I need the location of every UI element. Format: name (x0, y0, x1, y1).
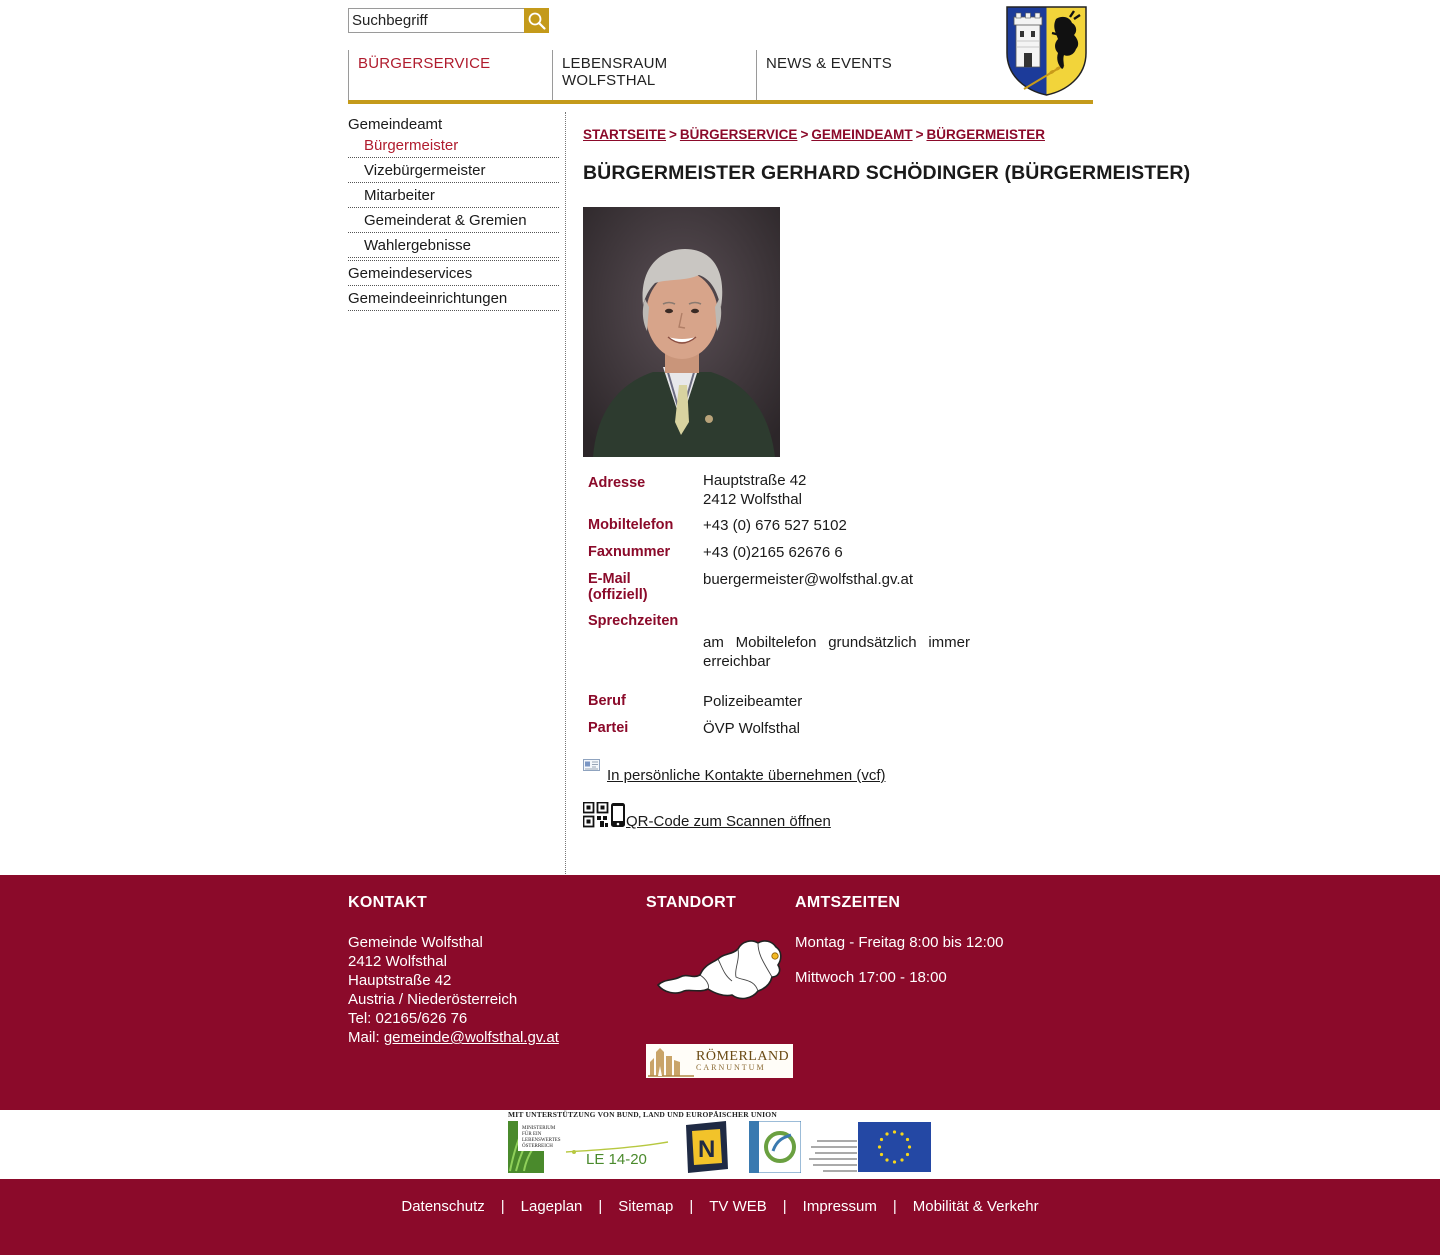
bottom-link-bar (0, 1179, 1440, 1255)
page-title: BÜRGERMEISTER GERHARD SCHÖDINGER (BÜRGERMEISTER) (583, 162, 1191, 184)
nav-news-events[interactable]: NEWS & EVENTS (756, 50, 960, 100)
info-value-party: ÖVP Wolfsthal (703, 720, 800, 737)
sidebar-item-gemeindeeinrichtungen[interactable]: Gemeindeeinrichtungen (348, 286, 559, 311)
eu-fund-text (805, 1138, 857, 1175)
header (348, 0, 1093, 104)
footer-amtszeiten-line: Montag - Freitag 8:00 bis 12:00 (795, 934, 1004, 951)
sidebar-submenu (348, 133, 559, 261)
ministerium-logo (508, 1121, 564, 1173)
breadcrumb-gemeindeamt[interactable]: GEMEINDEAMT (811, 127, 913, 142)
nav-buergerservice[interactable]: BÜRGERSERVICE (348, 50, 552, 100)
info-value-email: buergermeister@wolfsthal.gv.at (703, 571, 914, 588)
breadcrumb (583, 127, 1093, 142)
nav-lebensraum-wolfsthal[interactable]: LEBENSRAUM WOLFSTHAL (552, 50, 756, 100)
sidebar-item-gemeindeservices[interactable]: Gemeindeservices (348, 261, 559, 286)
breadcrumb-separator: > (915, 127, 924, 142)
eu-fund-text-lines (807, 1138, 857, 1172)
link-separator: | (598, 1198, 603, 1215)
footer-kontakt-line: Austria / Niederösterreich (348, 991, 518, 1008)
footer-mail-prefix: Mail: (348, 1029, 384, 1046)
footer-amtszeiten (795, 894, 1003, 987)
le-14-20-logo (564, 1140, 670, 1174)
bottom-links (0, 1198, 1440, 1215)
column-divider (565, 112, 566, 874)
footer-standort (646, 894, 784, 1009)
link-separator: | (500, 1198, 505, 1215)
link-datenschutz[interactable]: Datenschutz (401, 1198, 485, 1215)
eu-flag-logo (858, 1122, 931, 1172)
sidebar-item-mitarbeiter[interactable]: Mitarbeiter (348, 183, 559, 208)
niederoesterreich-logo (682, 1121, 730, 1173)
footer-amtszeiten-line: Mittwoch 17:00 - 18:00 (795, 969, 947, 986)
svg-text:ÖSTERREICH: ÖSTERREICH (522, 1144, 553, 1149)
info-value-address (698, 469, 975, 511)
link-separator: | (689, 1198, 694, 1215)
breadcrumb-buergerservice[interactable]: BÜRGERSERVICE (679, 127, 798, 142)
link-separator: | (782, 1198, 787, 1215)
footer-kontakt-line: Gemeinde Wolfsthal (348, 934, 483, 951)
link-lageplan[interactable]: Lageplan (520, 1198, 583, 1215)
link-sitemap[interactable]: Sitemap (618, 1198, 674, 1215)
svg-text:LEBENSWERTES: LEBENSWERTES (522, 1138, 561, 1143)
info-row-fax (583, 536, 975, 563)
contact-info-table (583, 469, 975, 739)
footer-amtszeiten-title: AMTSZEITEN (795, 894, 901, 911)
info-row-mobile (583, 511, 975, 536)
breadcrumb-separator: > (800, 127, 809, 142)
roemerland-text (696, 1050, 789, 1072)
sidebar-item-vizebuergermeister[interactable]: Vizebürgermeister (348, 158, 559, 183)
info-value-job: Polizeibeamter (703, 693, 803, 710)
footer-mail-link[interactable]: gemeinde@wolfsthal.gv.at (383, 1029, 559, 1046)
link-separator: | (892, 1198, 897, 1215)
footer-kontakt-title: KONTAKT (348, 894, 428, 911)
qr-code-section (583, 802, 1093, 828)
info-label: Faxnummer (588, 544, 671, 560)
link-impressum[interactable]: Impressum (802, 1198, 877, 1215)
search-form (348, 8, 549, 33)
main-content (583, 112, 1191, 830)
mobile-phone-icon (610, 802, 626, 828)
info-row-party (583, 712, 975, 739)
info-value-fax: +43 (0)2165 62676 6 (703, 544, 843, 561)
search-button[interactable] (524, 8, 549, 33)
info-label: Sprechzeiten (588, 613, 679, 629)
info-label: Beruf (588, 693, 626, 709)
footer-standort-title: STANDORT (646, 894, 737, 911)
qr-code-link[interactable]: QR-Code zum Scannen öffnen (626, 813, 831, 830)
vcf-link[interactable]: In persönliche Kontakte übernehmen (vcf) (607, 767, 886, 784)
austria-location-map[interactable] (654, 933, 784, 1005)
leader-logo (749, 1121, 801, 1173)
search-input[interactable] (348, 8, 524, 33)
info-label: E-Mail (offiziell) (588, 571, 648, 603)
info-label: Partei (588, 720, 629, 736)
breadcrumb-separator: > (669, 127, 677, 142)
breadcrumb-startseite[interactable]: STARTSEITE (583, 127, 667, 142)
roman-ruins-icon (646, 1044, 696, 1078)
footer-kontakt (348, 894, 559, 1047)
footer-mail-line (348, 1028, 559, 1047)
info-value-hours: am Mobiltelefon grundsätzlich immer erreichbar (703, 634, 970, 670)
sidebar-item-buergermeister[interactable]: Bürgermeister (348, 133, 559, 158)
sidebar-item-gemeinderat[interactable]: Gemeinderat & Gremien (348, 208, 559, 233)
sidebar-item-wahlergebnisse[interactable]: Wahlergebnisse (348, 233, 559, 258)
le-14-20-text: LE 14-20 (586, 1151, 647, 1168)
roemerland-carnuntum-logo[interactable] (646, 1044, 793, 1078)
link-tv-web[interactable]: TV WEB (709, 1198, 767, 1215)
roemerland-main: RÖMERLAND (696, 1049, 790, 1064)
footer (0, 875, 1440, 1110)
info-row-job (583, 691, 975, 712)
vcf-download (583, 761, 1093, 784)
address-line-2: 2412 Wolfsthal (703, 491, 802, 508)
sponsor-banner (0, 1110, 1440, 1179)
svg-text:FÜR EIN: FÜR EIN (522, 1132, 542, 1137)
info-row-email (583, 563, 975, 605)
main-navigation (348, 50, 1093, 104)
info-value-mobile: +43 (0) 676 527 5102 (703, 517, 847, 534)
mayor-portrait-photo (583, 207, 780, 457)
footer-kontakt-line: Tel: 02165/626 76 (348, 1010, 468, 1027)
roemerland-sub: CARNUNTUM (696, 1063, 766, 1072)
sponsor-headline: MIT UNTERSTÜTZUNG VON BUND, LAND UND EUROPÄISCHER UNION (508, 1110, 777, 1119)
sidebar (348, 112, 559, 311)
link-mobilitaet-verkehr[interactable]: Mobilität & Verkehr (912, 1198, 1039, 1215)
svg-text:MINISTERIUM: MINISTERIUM (522, 1126, 556, 1131)
sidebar-item-gemeindeamt[interactable]: Gemeindeamt (348, 116, 443, 133)
footer-kontakt-line: 2412 Wolfsthal (348, 953, 447, 970)
vcard-icon (583, 759, 601, 773)
info-row-address (583, 469, 975, 511)
svg-text:N: N (698, 1136, 716, 1163)
info-label: Adresse (588, 475, 646, 491)
info-row-hours (583, 605, 975, 691)
search-icon (527, 11, 547, 31)
breadcrumb-buergermeister[interactable]: BÜRGERMEISTER (926, 127, 1045, 142)
info-label: Mobiltelefon (588, 517, 674, 533)
footer-kontakt-line: Hauptstraße 42 (348, 972, 452, 989)
address-line-1: Hauptstraße 42 (703, 472, 807, 489)
qr-code-icon (583, 802, 609, 828)
